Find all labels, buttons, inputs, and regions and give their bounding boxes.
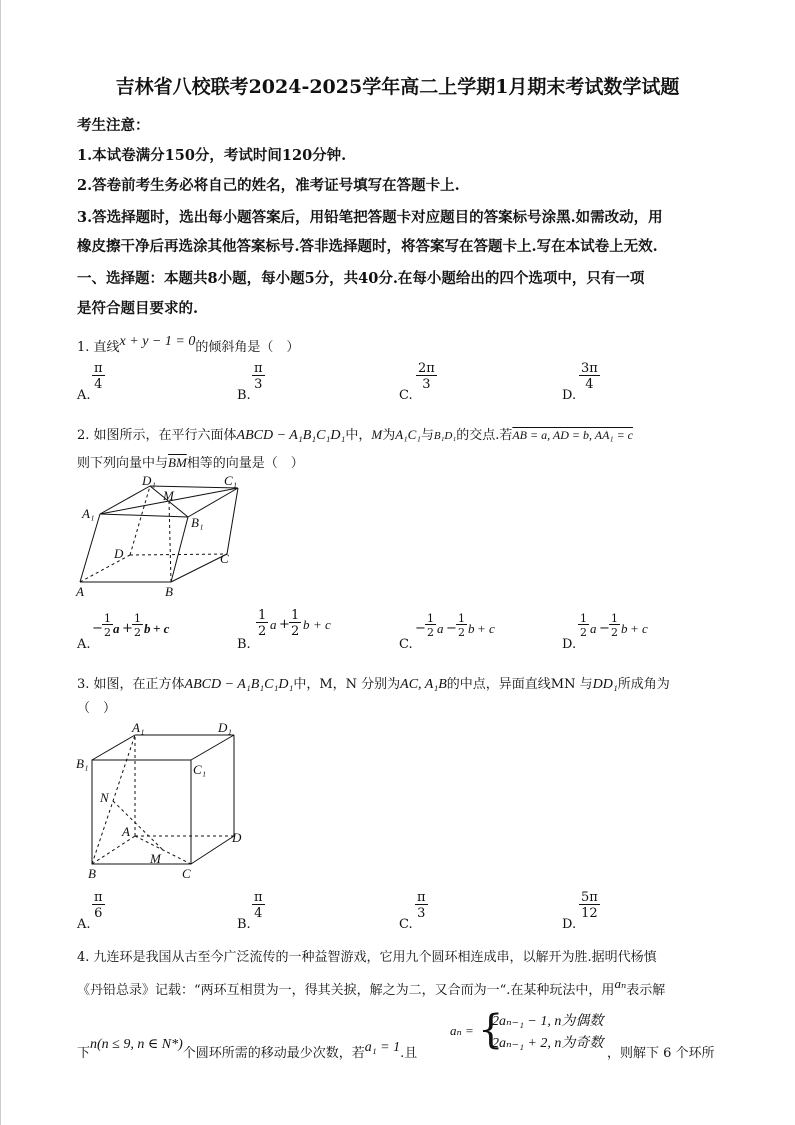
label-b1: B₁: [191, 515, 204, 530]
q1-option-c-fraction: $\frac{2\pi}{3}$: [418, 361, 435, 392]
label-a1: A₁: [82, 506, 95, 521]
q2-option-a-sign2: +: [122, 621, 133, 636]
q2-solid: ABCD − A₁B₁C₁D₁: [236, 428, 346, 443]
section-heading-line-2: 是符合题目要求的.: [77, 300, 199, 317]
q2-option-c-sign2: −: [446, 621, 457, 636]
segment-bm: [169, 501, 171, 582]
q2-option-c-frac2: $\frac{1}{2}$: [458, 612, 465, 639]
label-d1: D₁: [142, 473, 156, 488]
q3-segments: AC, A₁B: [400, 677, 447, 692]
q3-option-d[interactable]: D.: [562, 917, 577, 932]
edge-aa1: [80, 514, 100, 582]
q2-option-b-frac2: $\frac{1}{2}$: [291, 608, 300, 639]
q1-option-b-fraction: $\frac{\pi}{3}$: [254, 361, 263, 392]
q2-option-c-frac1: $\frac{1}{2}$: [427, 612, 434, 639]
q2-option-c-tail: + c: [477, 621, 495, 636]
q2-option-a-frac2: $\frac{1}{2}$: [134, 612, 141, 639]
q2-option-c-vec-a: a: [437, 621, 444, 636]
q2-option-d-tail: + c: [630, 621, 648, 636]
label-c: C: [220, 551, 229, 566]
q3-option-c-fraction: $\frac{\pi}{3}$: [417, 890, 426, 921]
q4-case-1: 2aₙ₋₁ − 1, n为偶数: [492, 1014, 604, 1029]
label-d1: D₁: [218, 720, 232, 735]
edge-cd: [191, 836, 234, 864]
page-title: 吉林省八校联考2024-2025学年高二上学期1月期末考试数学试题: [115, 76, 680, 98]
q1-option-d-fraction: $\frac{3\pi}{4}$: [581, 361, 598, 392]
edge-cc1: [227, 488, 238, 554]
label-m: M: [150, 851, 161, 866]
question-2-line-1: 2. 如图所示，在平行六面体ABCD − A₁B₁C₁D₁中，M为A₁C₁与B₁D₁的交点.若AB = a, AD = b, AA₁ = c: [77, 427, 634, 443]
label-a1: A₁: [132, 720, 145, 735]
label-b: B: [165, 584, 173, 599]
q3-option-b-fraction: $\frac{\pi}{4}$: [254, 890, 263, 921]
q2-option-a-tail: + c: [153, 621, 170, 636]
q4-case-2: 2aₙ₋₁ + 2, n为奇数: [492, 1036, 604, 1051]
q3-option-a-fraction: $\frac{\pi}{6}$: [94, 890, 103, 921]
q2-option-a-frac1: $\frac{1}{2}$: [104, 612, 111, 639]
notice-item-3-line-2: 橡皮擦干净后再选涂其他答案标号.答非选择题时，将答案写在答题卡上.写在本试卷上无效.: [77, 238, 658, 255]
q2-option-c-sign1: −: [415, 621, 426, 636]
label-b: B: [88, 866, 96, 881]
question-2-line-2: 则下列向量中与$\overline{BM}$相等的向量是（ ）: [77, 455, 304, 471]
label-m: M: [163, 488, 174, 503]
notice-item-2: 2.答卷前考生务必将自己的姓名，准考证号填写在答题卡上.: [77, 177, 460, 194]
question-4-line-3-a: 下n(n ≤ 9, n ∈ N*)个圆环所需的移动最少次数，若a₁ = 1.且: [77, 1037, 418, 1061]
q3-cube-figure: [72, 716, 257, 886]
q2-option-a-vec-b: b: [144, 621, 151, 636]
edge-a1b1: [100, 514, 188, 517]
q2-option-b-vec-b: b: [303, 617, 310, 632]
q2-option-d-vec-b: b: [621, 621, 628, 636]
question-3-line-2: （ ）: [77, 701, 117, 716]
q2-option-b-sign2: +: [279, 617, 290, 632]
question-4-line-3-b: ，则解下 6 个环所: [607, 1046, 715, 1061]
q4-brace: {: [478, 1007, 504, 1053]
q4-an-eq: aₙ =: [450, 1023, 474, 1038]
q2-option-d[interactable]: D.: [562, 637, 577, 652]
q2-option-b-tail: + c: [313, 617, 331, 632]
q2-option-b-frac1: $\frac{1}{2}$: [258, 608, 267, 639]
q2-option-d-sign2: −: [599, 621, 610, 636]
edge-dd1: [130, 486, 150, 555]
q2-option-a-vec-a: a: [113, 621, 120, 636]
q1-suffix: 的倾斜角是（ ）: [195, 340, 300, 355]
question-1: [77, 336, 299, 356]
label-n: N: [100, 790, 109, 805]
question-4-line-2: 《丹铅总录》记载：“两环互相贯为一，得其关捩，解之为二，又合而为一“.在某种玩法中，用aₙ表示解: [77, 976, 666, 998]
edge-ba: [92, 836, 135, 864]
label-d: D: [232, 830, 242, 845]
q3-solid: ABCD − A₁B₁C₁D₁: [184, 677, 294, 692]
label-c1: C₁: [224, 473, 238, 488]
q2-option-c-vec-b: b: [468, 621, 475, 636]
q3-option-c[interactable]: C.: [399, 917, 413, 932]
page-edge: [0, 0, 1, 1125]
diag-ac: [135, 836, 191, 864]
edge-a1d1: [100, 486, 150, 514]
q3-option-b[interactable]: B.: [237, 917, 251, 932]
diag-a1b: [92, 735, 135, 864]
q2-option-d-frac1: $\frac{1}{2}$: [580, 612, 587, 639]
section-heading-line-1: 一、选择题：本题共8小题，每小题5分，共40分.在每小题给出的四个选项中，只有一项: [77, 270, 645, 287]
notice-heading: 考生注意：: [77, 117, 150, 134]
q1-option-a[interactable]: A.: [77, 388, 91, 403]
q1-prefix: 1. 直线: [77, 340, 120, 355]
question-3-line-1: 3. 如图，在正方体ABCD − A₁B₁C₁D₁中，M，N 分别为AC, A₁B的中点，异面直线MN 与DD₁所成角为: [77, 677, 670, 692]
q2-option-b-vec-a: a: [270, 617, 277, 632]
label-c: C: [182, 866, 191, 881]
q2-option-c[interactable]: C.: [399, 637, 413, 652]
cube-front-face: [92, 760, 191, 864]
q1-option-a-fraction: $\frac{\pi}{4}$: [94, 361, 103, 392]
label-a: A: [76, 584, 84, 599]
notice-item-3-line-1: 3.答选择题时，选出每小题答案后，用铅笔把答题卡对应题目的答案标号涂黑.如需改动，用: [77, 209, 663, 226]
q1-equation: x + y − 1 = 0: [119, 334, 196, 349]
q4-an: aₙ: [614, 976, 627, 991]
segment-mn: [113, 801, 163, 850]
q2-bm-vector: $\overline{BM}$: [168, 455, 187, 470]
q4-condition: n(n ≤ 9, n ∈ N*): [90, 1037, 183, 1052]
q2-option-d-vec-a: a: [590, 621, 597, 636]
label-a: A: [122, 824, 130, 839]
q2-option-d-frac2: $\frac{1}{2}$: [611, 612, 618, 639]
edge-dc: [130, 554, 227, 555]
q3-option-a[interactable]: A.: [77, 917, 91, 932]
label-d: D: [114, 546, 124, 561]
edge-c1d1: [191, 735, 234, 760]
notice-item-1: 1.本试卷满分150分，考试时间120分钟.: [77, 147, 347, 164]
q1-option-c[interactable]: C.: [399, 388, 413, 403]
q4-a1: a₁ = 1: [364, 1040, 401, 1055]
edge-bc: [171, 554, 227, 582]
edge-b1a1: [92, 735, 135, 760]
q3-dd1: DD₁: [592, 677, 618, 692]
q2-option-a[interactable]: A.: [77, 637, 91, 652]
label-b1: B₁: [76, 756, 89, 771]
q2-option-a-sign1: −: [92, 621, 103, 636]
label-c1: C₁: [193, 762, 207, 777]
edge-bb1: [171, 517, 188, 582]
q2-parallelepiped-figure: [72, 472, 252, 602]
q2-vectors: AB = a, AD = b, AA₁ = c: [512, 428, 634, 442]
question-4-line-1: 4. 九连环是我国从古至今广泛流传的一种益智游戏，它用九个圆环相连成串，以解开为胜.据明代杨慎: [77, 950, 657, 965]
q1-option-b[interactable]: B.: [237, 388, 251, 403]
q3-option-d-fraction: $\frac{5\pi}{12}$: [581, 890, 598, 921]
q1-option-d[interactable]: D.: [562, 388, 577, 403]
q2-option-b[interactable]: B.: [237, 637, 251, 652]
